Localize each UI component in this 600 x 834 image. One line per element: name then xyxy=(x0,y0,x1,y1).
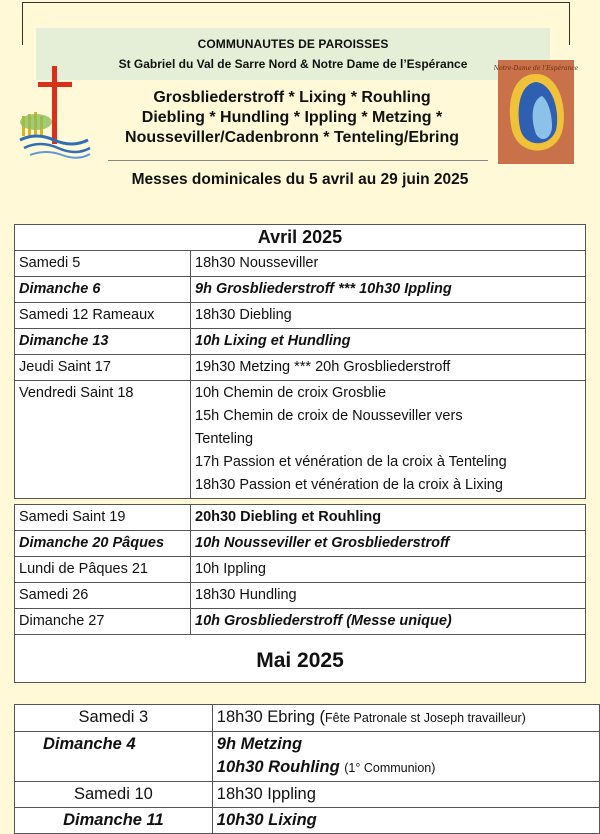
mass-line: 18h30 Passion et vénération de la croix à Lixing xyxy=(195,477,503,493)
day-cell: Dimanche 11 xyxy=(15,808,213,834)
mass-cell: 18h30 Ebring (Fête Patronale st Joseph travailleur) xyxy=(212,705,599,732)
mass-cell: 18h30 Diebling xyxy=(191,303,586,329)
towns-line: Diebling * Hundling * Ippling * Metzing * xyxy=(141,109,443,126)
mass-cell: 10h Grosbliederstroff (Messe unique) xyxy=(191,609,586,635)
mass-cell: 20h30 Diebling et Rouhling xyxy=(191,505,586,531)
table-row xyxy=(15,782,600,808)
mass-cell: 18h30 Ippling xyxy=(212,782,599,808)
mass-cell: 10h Nousseviller et Grosbliederstroff xyxy=(191,531,586,557)
mass-cell xyxy=(212,732,599,782)
mass-line: 10h30 Rouhling (1° Communion) xyxy=(216,758,436,776)
day-cell: Samedi 5 xyxy=(15,251,191,277)
april-table xyxy=(14,224,586,499)
table-row xyxy=(15,609,586,635)
mass-cell: 18h30 Nousseviller xyxy=(191,251,586,277)
mass-cell: 18h30 Hundling xyxy=(191,583,586,609)
header-line1: COMMUNAUTES DE PAROISSES xyxy=(197,37,389,51)
towns-line: Grosbliederstroff * Lixing * Rouhling xyxy=(153,89,431,106)
mass-cell xyxy=(191,381,586,499)
notre-dame-logo xyxy=(493,60,579,164)
table-row xyxy=(15,277,586,303)
towns-line: Nousseviller/Cadenbronn * Tenteling/Ebring xyxy=(125,129,459,146)
day-cell: Vendredi Saint 18 xyxy=(15,381,191,499)
cross-logo xyxy=(16,64,92,160)
day-cell: Lundi de Pâques 21 xyxy=(15,557,191,583)
parish-header xyxy=(36,28,550,80)
day-cell: Dimanche 4 xyxy=(15,732,213,782)
mass-cell: 19h30 Metzing *** 20h Grosbliederstroff xyxy=(191,355,586,381)
mass-line: Tenteling xyxy=(195,431,254,447)
table-row xyxy=(15,251,586,277)
mass-line: 15h Chemin de croix de Nousseviller vers xyxy=(195,408,463,424)
mass-cell: 10h Lixing et Hundling xyxy=(191,329,586,355)
towns-list xyxy=(92,88,492,148)
april-table-2 xyxy=(14,504,586,683)
logo-right-text: Notre-Dame de l’Espérance xyxy=(493,65,579,72)
month-title-april: Avril 2025 xyxy=(15,225,586,251)
day-cell: Dimanche 13 xyxy=(15,329,191,355)
mass-line: 10h Chemin de croix Grosblie xyxy=(195,385,387,401)
table-row xyxy=(15,705,600,732)
table-row xyxy=(15,381,586,499)
table-row xyxy=(15,329,586,355)
divider xyxy=(108,160,488,161)
table-row xyxy=(15,732,600,782)
table-row xyxy=(15,505,586,531)
day-cell: Dimanche 20 Pâques xyxy=(15,531,191,557)
mass-cell: 9h Grosbliederstroff *** 10h30 Ippling xyxy=(191,277,586,303)
header-line2: St Gabriel du Val de Sarre Nord & Notre Dame de l’Espérance xyxy=(118,57,468,71)
table-row xyxy=(15,303,586,329)
page-subtitle: Messes dominicales du 5 avril au 29 juin 2025 xyxy=(131,171,469,188)
day-cell: Samedi 3 xyxy=(15,705,213,732)
day-cell: Samedi 26 xyxy=(15,583,191,609)
day-cell: Dimanche 6 xyxy=(15,277,191,303)
table-row xyxy=(15,557,586,583)
table-row xyxy=(15,355,586,381)
day-cell: Samedi 10 xyxy=(15,782,213,808)
month-title-may: Mai 2025 xyxy=(15,635,586,683)
mass-cell: 10h Ippling xyxy=(191,557,586,583)
mass-cell: 10h30 Lixing xyxy=(212,808,599,834)
day-cell: Samedi Saint 19 xyxy=(15,505,191,531)
table-row xyxy=(15,531,586,557)
mass-line: 9h Metzing xyxy=(216,735,303,753)
table-row xyxy=(15,583,586,609)
may-table xyxy=(14,704,600,834)
table-row xyxy=(15,808,600,834)
mass-line: 17h Passion et vénération de la croix à Tenteling xyxy=(195,454,507,470)
day-cell: Samedi 12 Rameaux xyxy=(15,303,191,329)
day-cell: Dimanche 27 xyxy=(15,609,191,635)
day-cell: Jeudi Saint 17 xyxy=(15,355,191,381)
